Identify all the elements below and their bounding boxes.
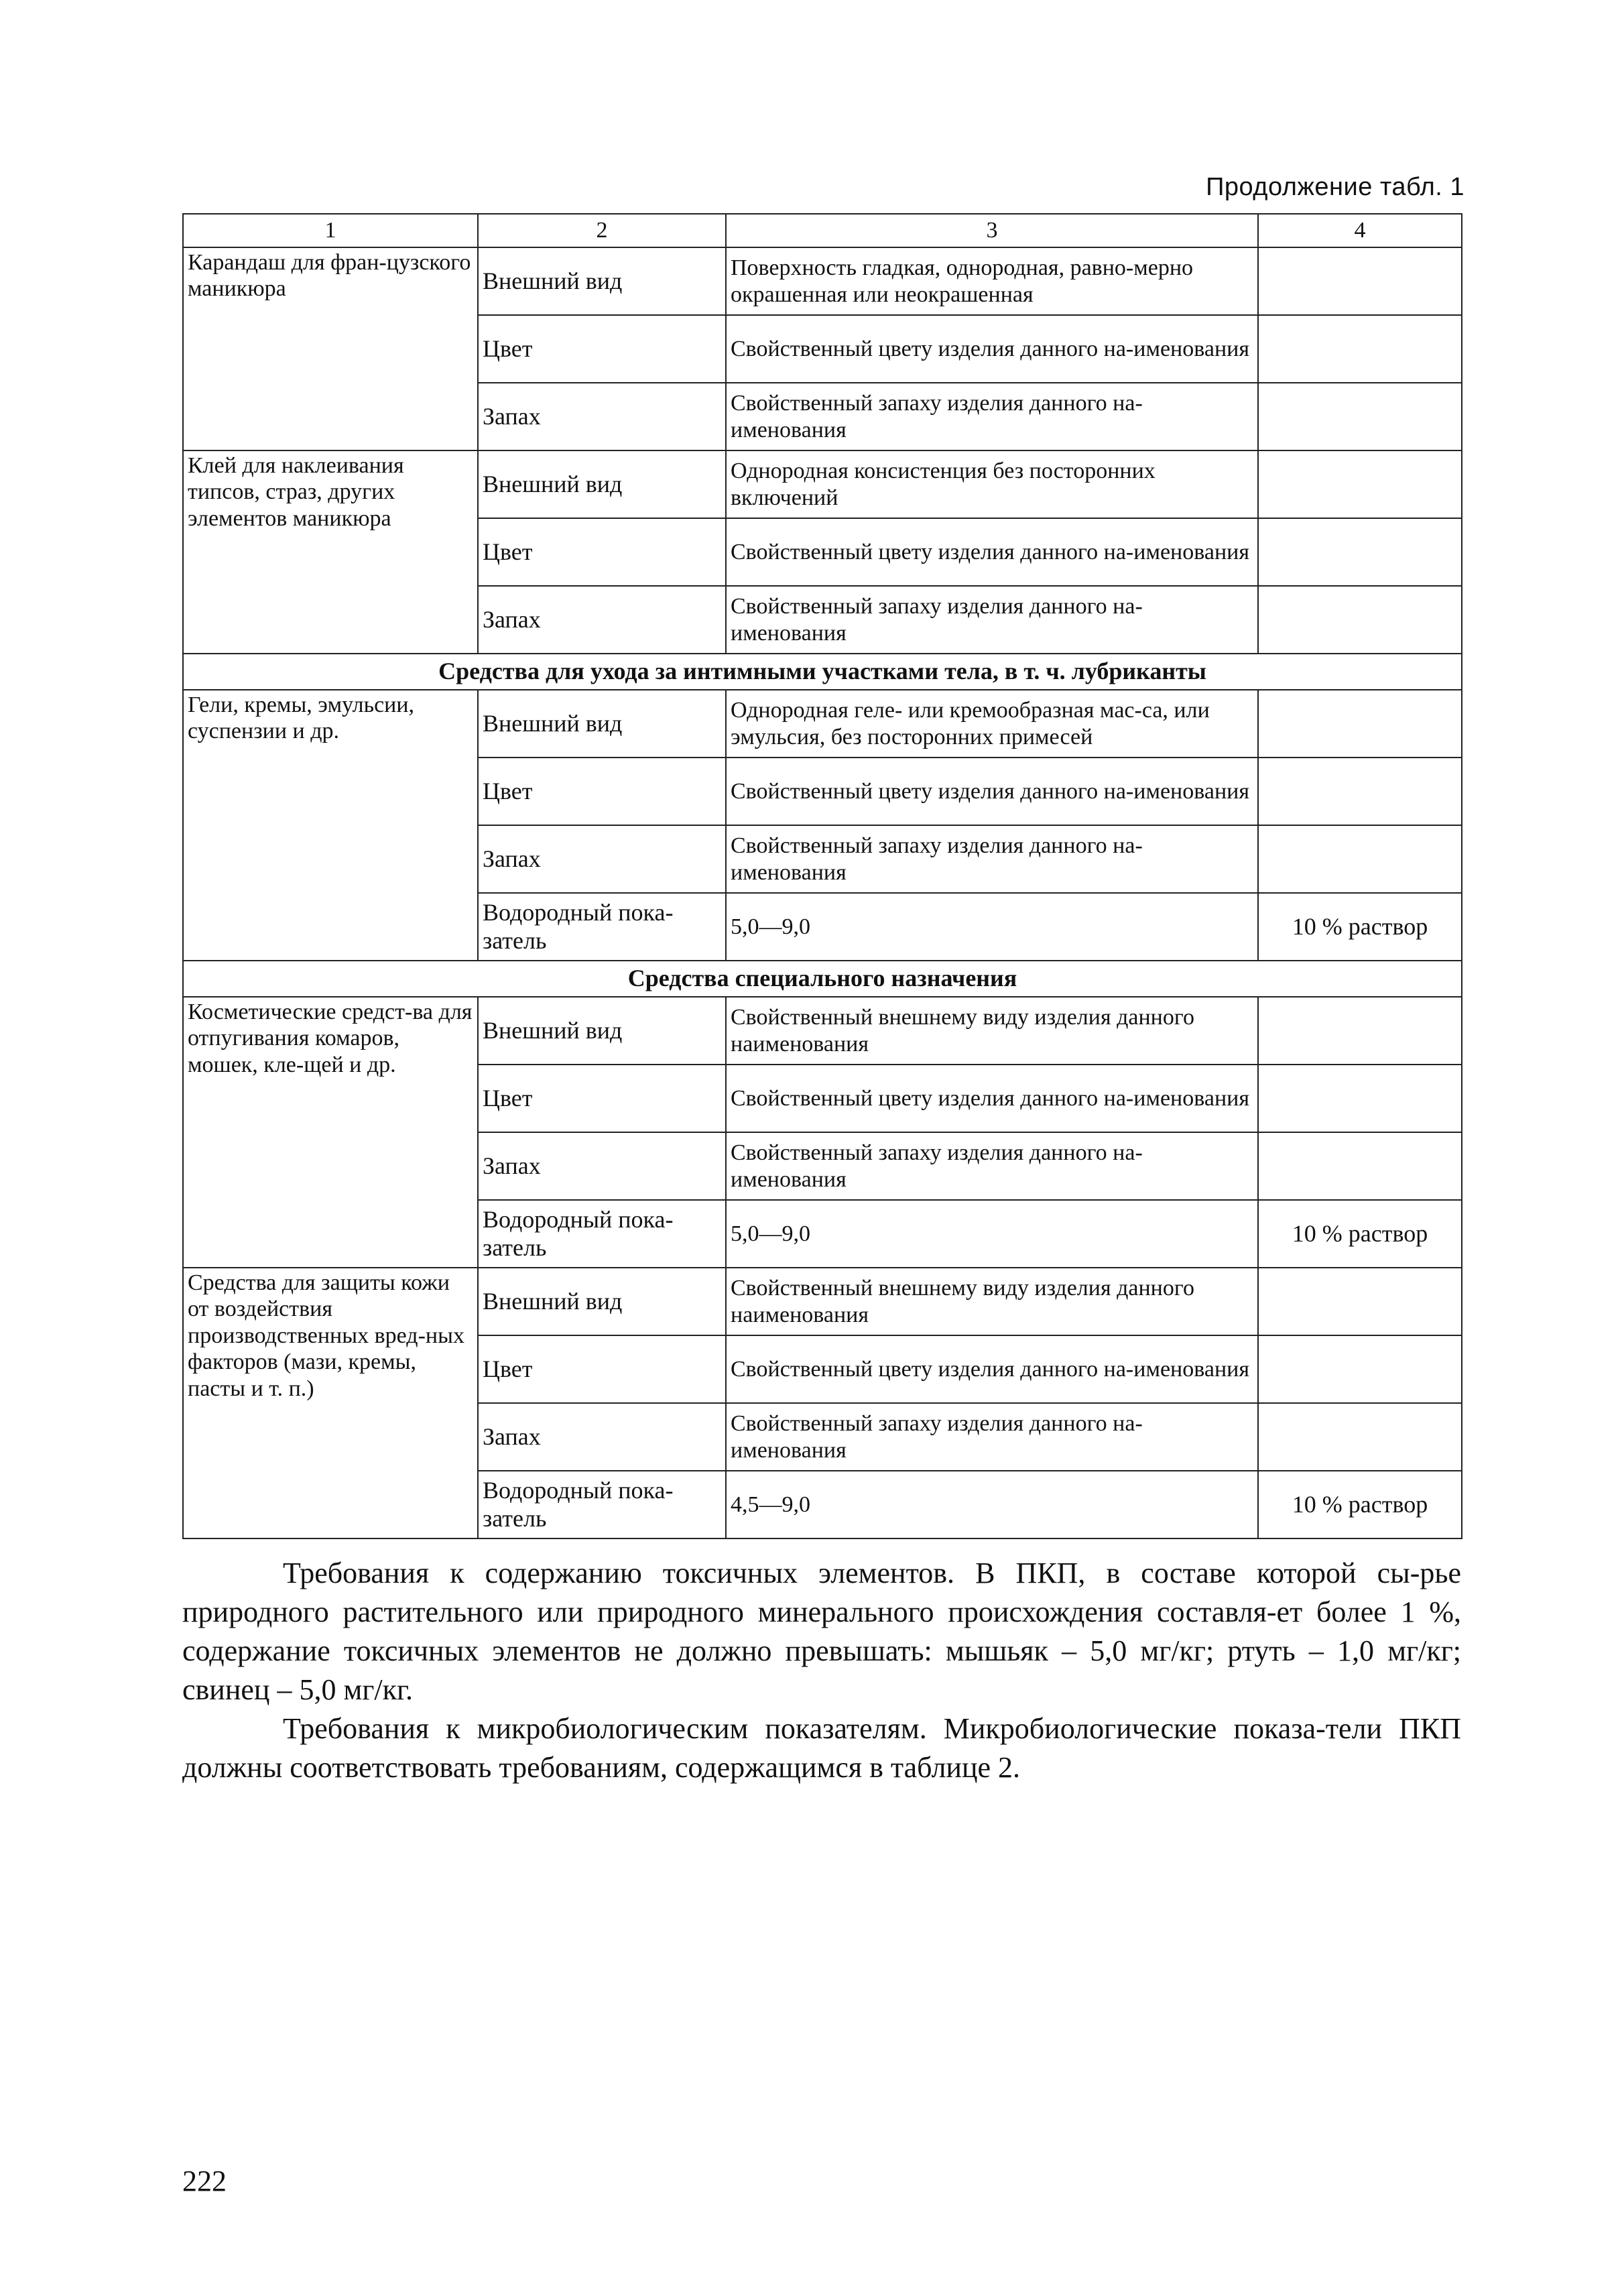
product-name: Гели, кремы, эмульсии, суспензии и др. [183, 690, 478, 961]
property-value: Свойственный запаху изделия данного на-именования [726, 1132, 1258, 1200]
product-name: Косметические средст-ва для отпугивания комаров, мошек, кле-щей и др. [183, 997, 478, 1268]
property-name: Водородный пока-затель [478, 893, 726, 961]
property-name: Водородный пока-затель [478, 1471, 726, 1538]
table-caption: Продолжение табл. 1 [1206, 173, 1464, 201]
page-number: 222 [182, 2165, 227, 2197]
property-note: 10 % раствор [1258, 893, 1462, 961]
section-heading-row [183, 961, 1462, 997]
property-value: Свойственный запаху изделия данного на-именования [726, 383, 1258, 450]
property-value: Свойственный запаху изделия данного на-именования [726, 825, 1258, 893]
column-number-row [183, 214, 1462, 247]
property-name: Цвет [478, 758, 726, 825]
property-note [1258, 758, 1462, 825]
table-row [183, 690, 1462, 758]
property-name: Внешний вид [478, 450, 726, 518]
column-number: 1 [183, 214, 478, 247]
property-note [1258, 518, 1462, 586]
paragraph-microbiological: Требования к микробиологическим показателям. Микробиологические показа-тели ПКП должны соответствовать требованиям, содержащимся в таблице 2. [182, 1712, 1461, 1784]
product-name: Клей для наклеивания типсов, страз, других элементов маникюра [183, 450, 478, 654]
property-name: Запах [478, 1132, 726, 1200]
column-number: 3 [726, 214, 1258, 247]
property-name: Цвет [478, 315, 726, 383]
property-note [1258, 825, 1462, 893]
property-note: 10 % раствор [1258, 1200, 1462, 1268]
property-value: 5,0—9,0 [726, 1200, 1258, 1268]
property-value: Свойственный цвету изделия данного на-именования [726, 1335, 1258, 1403]
property-note: 10 % раствор [1258, 1471, 1462, 1538]
property-value: Свойственный цвету изделия данного на-именования [726, 1065, 1258, 1132]
property-name: Запах [478, 586, 726, 654]
property-name: Цвет [478, 518, 726, 586]
property-value: Свойственный внешнему виду изделия данного наименования [726, 1268, 1258, 1335]
section-heading-row [183, 654, 1462, 690]
property-value: 5,0—9,0 [726, 893, 1258, 961]
requirements-table [182, 213, 1462, 1539]
property-value: Поверхность гладкая, однородная, равно-мерно окрашенная или неокрашенная [726, 247, 1258, 315]
property-note [1258, 247, 1462, 315]
property-note [1258, 450, 1462, 518]
property-note [1258, 383, 1462, 450]
property-name: Запах [478, 825, 726, 893]
property-name: Цвет [478, 1335, 726, 1403]
property-name: Водородный пока-затель [478, 1200, 726, 1268]
property-note [1258, 1132, 1462, 1200]
property-value: Свойственный цвету изделия данного на-именования [726, 518, 1258, 586]
property-note [1258, 1268, 1462, 1335]
table-row [183, 450, 1462, 518]
property-note [1258, 1335, 1462, 1403]
property-name: Запах [478, 1403, 726, 1471]
property-value: Свойственный цвету изделия данного на-именования [726, 315, 1258, 383]
product-name: Средства для защиты кожи от воздействия производственных вред-ных факторов (мази, кремы, пасты и т. п.) [183, 1268, 478, 1538]
section-heading: Средства специального назначения [183, 961, 1462, 997]
property-name: Внешний вид [478, 247, 726, 315]
property-name: Внешний вид [478, 690, 726, 758]
column-number: 4 [1258, 214, 1462, 247]
property-note [1258, 690, 1462, 758]
property-note [1258, 315, 1462, 383]
table-row [183, 997, 1462, 1065]
paragraph-toxic-elements: Требования к содержанию токсичных элементов. В ПКП, в составе которой сы-рье природного растительного или природного минерального происхождения составля-ет более 1 %, содержание токсичных элементов не должно превышать: мышьяк – 5,0 мг/кг; ртуть – 1,0 мг/кг; свинец – 5,0 мг/кг. [182, 1557, 1461, 1706]
property-name: Внешний вид [478, 997, 726, 1065]
column-number: 2 [478, 214, 726, 247]
property-name: Цвет [478, 1065, 726, 1132]
property-note [1258, 1065, 1462, 1132]
property-value: Свойственный цвету изделия данного на-именования [726, 758, 1258, 825]
property-note [1258, 1403, 1462, 1471]
property-value: Однородная геле- или кремообразная мас-са, или эмульсия, без посторонних примесей [726, 690, 1258, 758]
table-row [183, 1268, 1462, 1335]
property-value: 4,5—9,0 [726, 1471, 1258, 1538]
table-row [183, 247, 1462, 315]
product-name: Карандаш для фран-цузского маникюра [183, 247, 478, 450]
section-heading: Средства для ухода за интимными участками тела, в т. ч. лубриканты [183, 654, 1462, 690]
property-name: Внешний вид [478, 1268, 726, 1335]
property-value: Свойственный запаху изделия данного на-именования [726, 586, 1258, 654]
property-value: Свойственный внешнему виду изделия данного наименования [726, 997, 1258, 1065]
property-value: Свойственный запаху изделия данного на-именования [726, 1403, 1258, 1471]
property-value: Однородная консистенция без посторонних включений [726, 450, 1258, 518]
property-note [1258, 586, 1462, 654]
property-name: Запах [478, 383, 726, 450]
property-note [1258, 997, 1462, 1065]
